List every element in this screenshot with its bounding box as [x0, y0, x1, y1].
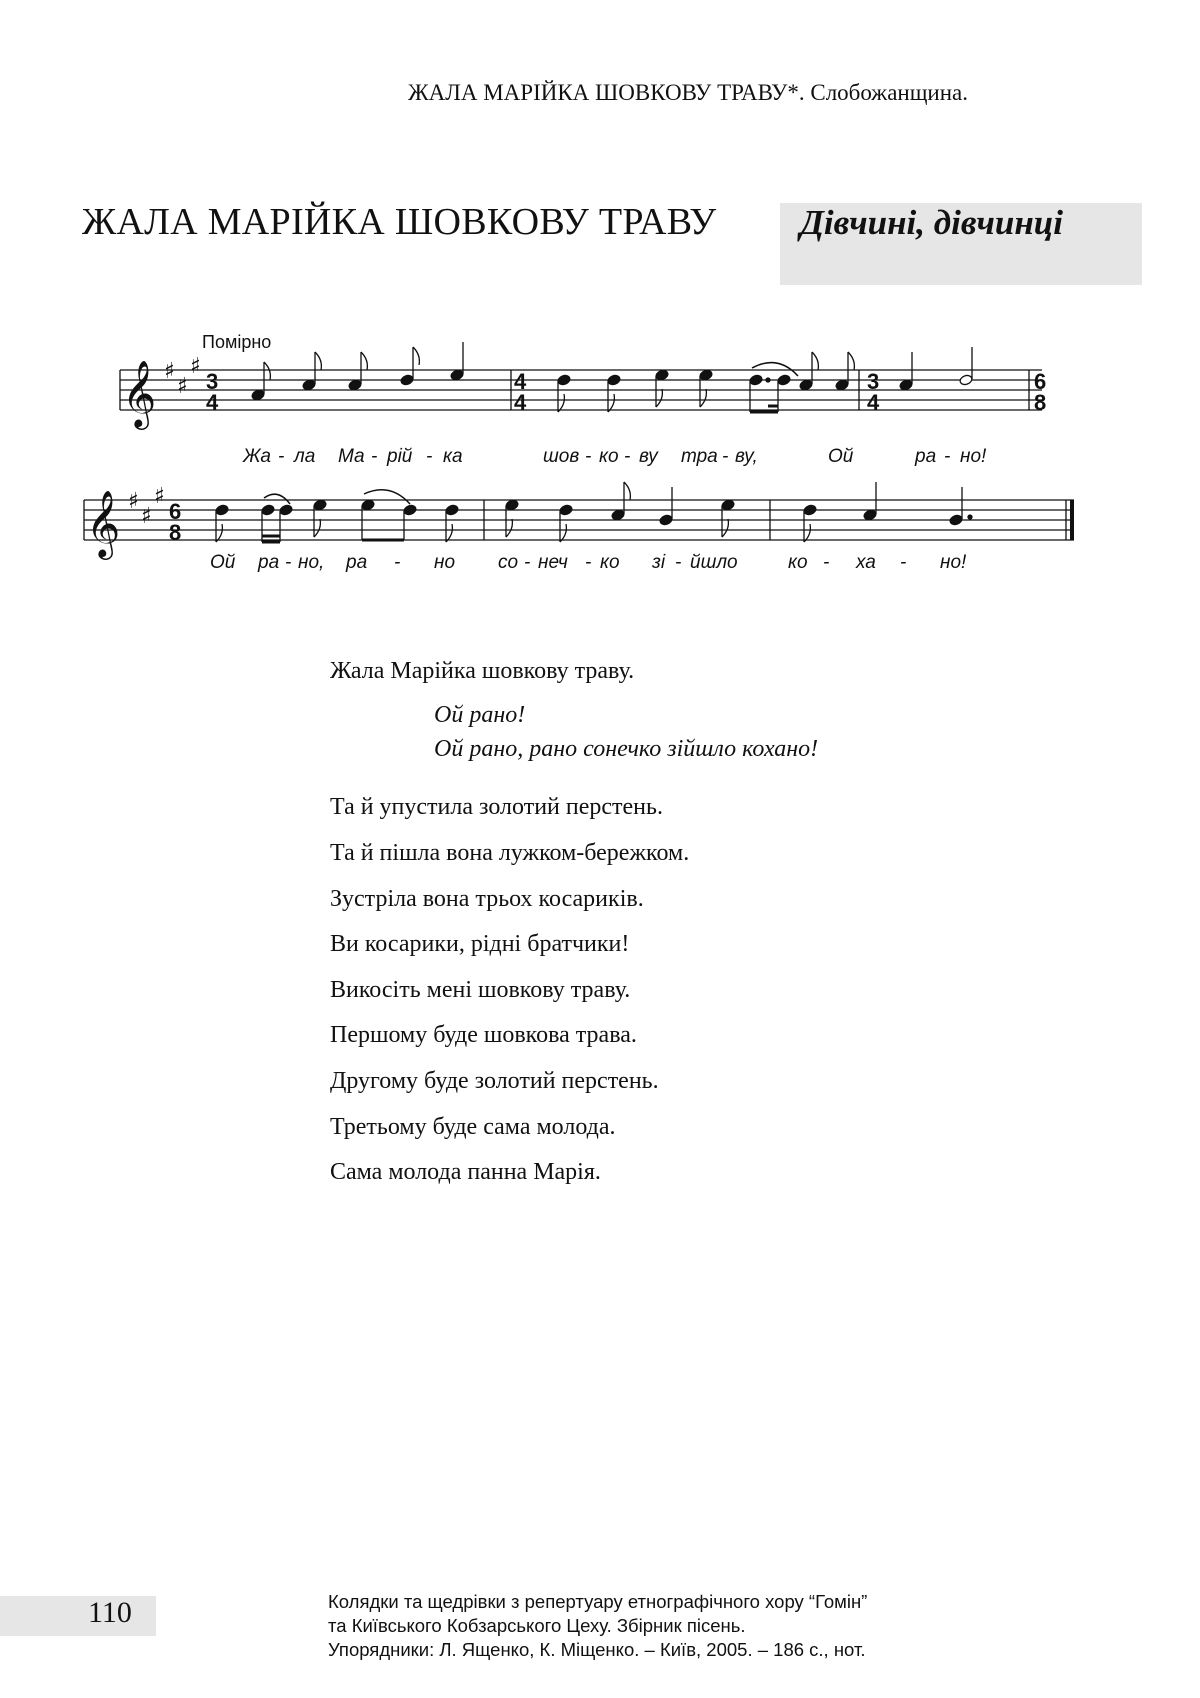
verse-line: Викосіть мені шовкову траву. — [330, 977, 631, 1003]
refrain-line: Ой рано, рано сонечко зійшло кохано! — [434, 736, 819, 762]
svg-text:♯: ♯ — [164, 359, 175, 384]
lyric-hyphen: - — [624, 446, 631, 467]
verse-line: Зустріла вона трьох косариків. — [330, 886, 644, 912]
verse-line: Та й упустила золотий перстень. — [330, 794, 663, 820]
lyrics-system-2 — [210, 552, 967, 573]
lyric-hyphen: - — [285, 552, 292, 573]
svg-text:♯: ♯ — [154, 484, 165, 509]
lyric-hyphen: - — [585, 552, 592, 573]
footer-line: Упорядники: Л. Ященко, К. Міщенко. – Київ, 2005. – 186 с., нот. — [328, 1639, 866, 1660]
lyric-syllable: зі — [652, 552, 666, 573]
lyric-syllable: шов — [543, 446, 580, 467]
lyric-syllable: ко — [599, 446, 619, 467]
lyric-syllable: ла — [294, 446, 316, 467]
footer-line: та Київського Кобзарського Цеху. Збірник пісень. — [328, 1615, 746, 1636]
lyric-hyphen: - — [722, 446, 729, 467]
key-signature-sharps-1 — [164, 354, 201, 399]
lyric-syllable: но! — [960, 446, 987, 467]
running-head: ЖАЛА МАРІЙКА ШОВКОВУ ТРАВУ*. Слобожанщина. — [408, 80, 968, 105]
svg-text:♯: ♯ — [141, 504, 152, 529]
music-score — [0, 0, 1200, 600]
category-label: Дівчині, дівчинці — [800, 203, 1063, 242]
lyric-syllable: тра — [681, 446, 718, 467]
lyric-syllable: но — [434, 552, 456, 573]
footer-line: Колядки та щедрівки з репертуару етнографічного хору “Гомін” — [328, 1591, 868, 1612]
page-number-box — [0, 1596, 156, 1636]
treble-clef-icon-2: 𝄞 — [86, 489, 121, 557]
verse-line: Ви косарики, рідні братчики! — [330, 931, 630, 957]
lyric-hyphen: - — [675, 552, 682, 573]
tempo-marking: Помірно — [202, 332, 272, 352]
lyric-syllable: Ма — [338, 446, 365, 467]
lyric-syllable: ко — [600, 552, 620, 573]
verse-line: Другому буде золотий перстень. — [330, 1068, 659, 1094]
time-signature-top: 3 — [867, 369, 880, 394]
verse-line: Жала Марійка шовкову траву. — [330, 658, 635, 684]
time-signature-bottom: 8 — [169, 520, 182, 545]
lyric-hyphen: - — [394, 552, 401, 573]
lyric-hyphen: - — [524, 552, 531, 573]
lyric-syllable: рій — [387, 446, 413, 467]
lyric-hyphen: - — [944, 446, 951, 467]
lyric-syllable: ра — [915, 446, 937, 467]
time-signature-bottom: 4 — [206, 390, 219, 415]
lyric-syllable: Ой — [828, 446, 854, 467]
notes-system-1 — [251, 342, 973, 412]
lyric-hyphen: - — [585, 446, 592, 467]
lyric-hyphen: - — [371, 446, 378, 467]
lyric-syllable: ко — [788, 552, 808, 573]
lyric-syllable: ра — [258, 552, 280, 573]
lyric-syllable: Ой — [210, 552, 236, 573]
treble-clef-icon-1: 𝄞 — [122, 359, 157, 427]
lyric-syllable: со — [498, 552, 519, 573]
verse-line: Третьому буде сама молода. — [330, 1114, 616, 1140]
time-signature-top: 3 — [206, 369, 219, 394]
time-signature-bottom: 4 — [867, 390, 880, 415]
svg-text:♯: ♯ — [177, 374, 188, 399]
time-signature-bottom: 4 — [514, 390, 527, 415]
refrain-line: Ой рано! — [434, 702, 526, 728]
lyric-syllable: ра — [346, 552, 368, 573]
lyrics-system-1 — [242, 446, 987, 467]
staff-system-2 — [84, 500, 1074, 540]
lyric-syllable: Жа — [243, 446, 271, 467]
verse-line: Сама молода панна Марія. — [330, 1159, 601, 1185]
key-signature-sharps-2 — [128, 484, 165, 529]
lyric-hyphen: - — [823, 552, 830, 573]
lyric-syllable: ка — [443, 446, 463, 467]
verse-line: Та й пішла вона лужком-бережком. — [330, 840, 690, 866]
verse-line: Першому буде шовкова трава. — [330, 1022, 637, 1048]
notes-system-2 — [215, 482, 972, 542]
lyric-syllable: ву, — [735, 446, 758, 467]
lyric-syllable: ву — [639, 446, 658, 467]
lyric-hyphen: - — [426, 446, 433, 467]
time-signature-bottom: 8 — [1034, 390, 1047, 415]
page-number: 110 — [88, 1596, 132, 1629]
lyric-syllable: йшло — [690, 552, 738, 573]
svg-text:♯: ♯ — [190, 354, 201, 379]
time-signature-top: 4 — [514, 369, 527, 394]
lyric-syllable: ха — [856, 552, 876, 573]
time-signature-top: 6 — [169, 499, 182, 524]
footer-citation — [328, 1590, 867, 1662]
lyric-hyphen: - — [900, 552, 907, 573]
lyric-hyphen: - — [278, 446, 285, 467]
song-title: ЖАЛА МАРІЙКА ШОВКОВУ ТРАВУ — [82, 201, 717, 243]
lyric-syllable: но! — [940, 552, 967, 573]
lyric-syllable: но, — [298, 552, 325, 573]
lyric-syllable: неч — [538, 552, 568, 573]
time-signature-top: 6 — [1034, 369, 1047, 394]
svg-text:♯: ♯ — [128, 489, 139, 514]
